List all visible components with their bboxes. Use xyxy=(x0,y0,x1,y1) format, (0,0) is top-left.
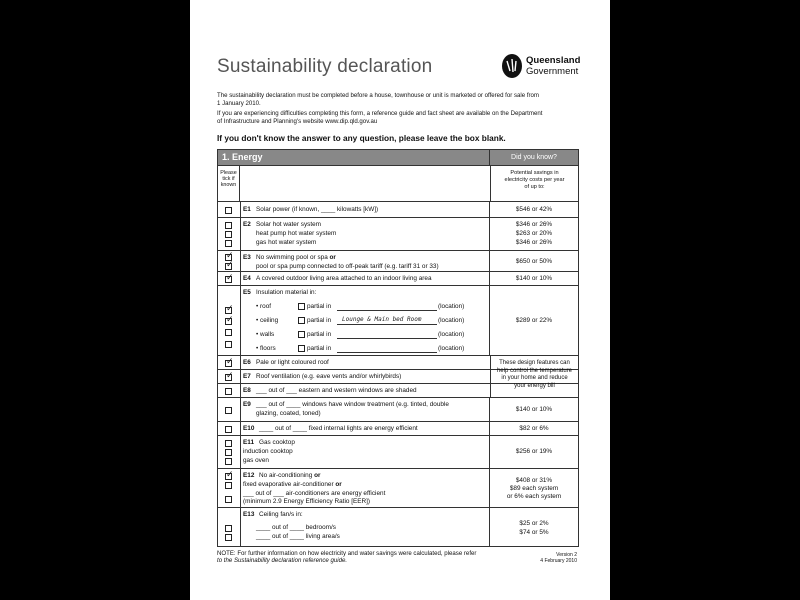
e10-text: ____ out of ____ fixed internal lights are energy efficient xyxy=(259,425,418,432)
e12-opt1-text: No air-conditioning xyxy=(259,472,315,479)
e3-line2: pool or spa pump connected to off-peak tariff (e.g. tariff 31 or 33) xyxy=(256,263,439,270)
e5-floors-location: (location) xyxy=(438,345,465,352)
e13-option-bedrooms: ____ out of ____ bedroom/s xyxy=(256,524,336,531)
checkbox-e5-ceiling-partial[interactable] xyxy=(298,317,305,324)
e5-intro: Insulation material in: xyxy=(256,289,317,296)
checkbox-e4[interactable] xyxy=(225,276,232,283)
e5-roof-partial: partial in xyxy=(307,303,332,310)
checkbox-e5-roof[interactable] xyxy=(225,307,232,314)
e12-code: E12 xyxy=(243,472,255,479)
e12-option-efficient-line2: (minimum 2.9 Energy Efficiency Ratio [EER]) xyxy=(243,498,371,505)
design-note-line4: your energy bill xyxy=(514,382,555,389)
e13-saving-2: $74 or 5% xyxy=(519,529,549,536)
e3-line1-text: No swimming pool or spa xyxy=(256,254,330,261)
row-e5 xyxy=(218,285,578,356)
e5-floors-location-field[interactable] xyxy=(337,352,437,353)
e11-option-gas-oven: gas oven xyxy=(243,457,269,464)
e2-saving-heatpump: $263 or 20% xyxy=(515,230,553,237)
e4-code: E4 xyxy=(243,275,251,282)
e13-code: E13 xyxy=(243,511,255,518)
e5-walls-partial: partial in xyxy=(307,331,332,338)
e12-opt2-text: fixed evaporative air-conditioner xyxy=(243,481,336,488)
checkbox-e12-efficient[interactable] xyxy=(225,496,232,503)
e10-code: E10 xyxy=(243,425,255,432)
e5-roof-location-field[interactable] xyxy=(337,310,437,311)
e6-text: Pale or light coloured roof xyxy=(256,359,329,366)
e5-floors-label: • floors xyxy=(256,345,276,352)
e3-code: E3 xyxy=(243,254,251,261)
savings-header-line1: Potential savings in xyxy=(510,170,559,176)
e3-line1 xyxy=(256,254,336,261)
e4-text: A covered outdoor living area attached to an indoor living area xyxy=(256,275,432,282)
footer-note-line2: to the Sustainability declaration reference guide. xyxy=(217,557,348,565)
row-e9 xyxy=(218,397,578,422)
row-e12 xyxy=(218,468,578,508)
e11-option-induction: induction cooktop xyxy=(243,448,293,455)
footer-note xyxy=(217,550,517,565)
checkbox-e5-walls[interactable] xyxy=(225,329,232,336)
e2-option-solar: Solar hot water system xyxy=(256,221,321,228)
checkbox-e1[interactable] xyxy=(225,207,232,214)
savings-header-line3: of up to: xyxy=(524,183,545,190)
section-title: 1. Energy xyxy=(222,152,263,162)
logo-text-queensland: Queensland xyxy=(526,55,581,66)
e5-ceiling-handwritten: Lounge & Main bed Room xyxy=(342,316,422,323)
e13-intro: Ceiling fan/s in: xyxy=(259,511,303,518)
checkbox-e2-heatpump[interactable] xyxy=(225,231,232,238)
e2-option-heatpump: heat pump hot water system xyxy=(256,230,337,237)
e2-code: E2 xyxy=(243,221,251,228)
e1-code: E1 xyxy=(243,206,251,213)
row-e3 xyxy=(218,250,578,272)
e12-option-efficient-line1: ___ out of ___ air-conditioners are energy efficient xyxy=(243,490,386,497)
e6-code: E6 xyxy=(243,359,251,366)
checkbox-e3-offpeak[interactable] xyxy=(225,263,232,270)
e11-option-gas-cooktop: Gas cooktop xyxy=(259,439,295,446)
row-e11 xyxy=(218,435,578,469)
checkbox-e11-gas-cooktop[interactable] xyxy=(225,440,232,447)
checkbox-e5-roof-partial[interactable] xyxy=(298,303,305,310)
energy-table xyxy=(217,149,579,547)
e13-saving-1: $25 or 2% xyxy=(519,520,549,527)
row-e1 xyxy=(218,201,578,218)
e8-text: ___ out of ___ eastern and western windows are shaded xyxy=(256,387,417,394)
e5-code: E5 xyxy=(243,289,251,296)
qld-crest-icon xyxy=(501,53,523,79)
row-e13 xyxy=(218,507,578,546)
version-line2: 4 February 2010 xyxy=(540,558,577,564)
intro-paragraph-2 xyxy=(217,110,577,125)
intro-p2-line2: of Infrastructure and Planning's website www.dip.qld.gov.au xyxy=(217,117,378,125)
e5-ceiling-location: (location) xyxy=(438,317,465,324)
intro-p1-line2: 1 January 2010. xyxy=(217,99,261,107)
footer-note-line1: NOTE: For further information on how electricity and water savings were calculated, please refer xyxy=(217,550,477,557)
checkbox-e5-ceiling[interactable] xyxy=(225,318,232,325)
e11-code: E11 xyxy=(243,439,255,446)
e5-roof-location: (location) xyxy=(438,303,465,310)
e1-saving: $546 or 42% xyxy=(515,206,553,213)
blank-instruction: If you don't know the answer to any question, please leave the box blank. xyxy=(217,133,506,143)
tick-column-header xyxy=(218,166,240,202)
e7-code: E7 xyxy=(243,373,251,380)
savings-column-header xyxy=(490,166,578,202)
column-header-row xyxy=(218,165,578,202)
section-header xyxy=(218,150,578,165)
e2-saving-gas: $346 or 26% xyxy=(515,239,553,246)
checkbox-e2-gas[interactable] xyxy=(225,240,232,247)
e4-saving: $140 or 10% xyxy=(515,275,553,282)
e5-walls-location: (location) xyxy=(438,331,465,338)
tick-header-line1: Please xyxy=(220,170,237,176)
did-you-know-header: Did you know? xyxy=(489,150,578,165)
e9-saving: $140 or 10% xyxy=(515,406,553,413)
row-e4 xyxy=(218,271,578,286)
checkbox-e12-no-aircon[interactable] xyxy=(225,473,232,480)
e12-saving-2: $89 each system xyxy=(509,485,559,492)
form-page xyxy=(190,0,610,600)
checkbox-e5-walls-partial[interactable] xyxy=(298,331,305,338)
checkbox-e2-solar[interactable] xyxy=(225,222,232,229)
e12-option-evaporative xyxy=(243,481,342,488)
design-features-note xyxy=(490,355,578,397)
e12-saving-3: or 6% each system xyxy=(506,493,562,500)
e9-code: E9 xyxy=(243,401,251,408)
e2-saving-solar: $346 or 26% xyxy=(515,221,553,228)
row-e10 xyxy=(218,421,578,436)
e12-opt2-or: or xyxy=(335,481,342,488)
checkbox-e8[interactable] xyxy=(225,388,232,395)
e5-saving: $289 or 22% xyxy=(515,317,553,324)
tick-header-line2: tick if xyxy=(222,176,235,182)
e13-option-living: ____ out of ____ living area/s xyxy=(256,533,340,540)
e9-line1: ___ out of ____ windows have window treatment (e.g. tinted, double xyxy=(256,401,449,408)
e7-text: Roof ventilation (e.g. eave vents and/or whirlybirds) xyxy=(256,373,402,380)
e5-ceiling-partial: partial in xyxy=(307,317,332,324)
e12-option-no-aircon xyxy=(259,472,320,479)
e3-or: or xyxy=(329,254,336,261)
version-info xyxy=(537,552,577,564)
design-note-line1: These design features can xyxy=(499,360,570,366)
e5-ceiling-label: • ceiling xyxy=(256,317,279,324)
checkbox-e13-bedrooms[interactable] xyxy=(225,525,232,532)
checkbox-e6[interactable] xyxy=(225,360,232,367)
e8-code: E8 xyxy=(243,387,251,394)
e5-walls-label: • walls xyxy=(256,331,275,338)
design-note-line2: help control the temperature xyxy=(496,367,573,374)
intro-paragraph-1 xyxy=(217,92,577,107)
tick-header-line3: known xyxy=(220,182,237,188)
e5-ceiling-location-field[interactable] xyxy=(337,324,437,325)
row-e2 xyxy=(218,217,578,251)
e12-saving-1: $408 or 31% xyxy=(515,477,553,484)
checkbox-e10[interactable] xyxy=(225,426,232,433)
e5-walls-location-field[interactable] xyxy=(337,338,437,339)
e3-saving: $650 or 50% xyxy=(515,258,553,265)
intro-p1-line1: The sustainability declaration must be completed before a house, townhouse or unit is marketed or offered for sale from xyxy=(217,92,540,99)
checkbox-e13-living[interactable] xyxy=(225,534,232,541)
version-line1: Version 2 xyxy=(556,552,577,558)
e10-saving: $82 or 6% xyxy=(519,425,549,432)
e5-roof-label: • roof xyxy=(256,303,272,310)
checkbox-e5-floors-partial[interactable] xyxy=(298,345,305,352)
qld-government-logo xyxy=(501,53,581,83)
checkbox-e5-floors[interactable] xyxy=(225,341,232,348)
intro-p2-line1: If you are experiencing difficulties completing this form, a reference guide and fact sheet are available on the Department xyxy=(217,110,543,117)
checkbox-e7[interactable] xyxy=(225,374,232,381)
checkbox-e9[interactable] xyxy=(225,407,232,414)
e9-line2: glazing, coated, toned) xyxy=(256,410,321,417)
e1-text: Solar power (if known, ____ kilowatts [kW]) xyxy=(256,206,379,213)
page-title: Sustainability declaration xyxy=(217,56,433,77)
savings-header-line2: electricity costs per year xyxy=(504,176,565,183)
design-note-line3: in your home and reduce xyxy=(501,375,568,382)
e2-option-gas: gas hot water system xyxy=(256,239,317,246)
e11-saving: $256 or 19% xyxy=(515,448,553,455)
e5-floors-partial: partial in xyxy=(307,345,332,352)
checkbox-e11-induction[interactable] xyxy=(225,449,232,456)
checkbox-e11-gas-oven[interactable] xyxy=(225,458,232,465)
checkbox-e12-evaporative[interactable] xyxy=(225,482,232,489)
logo-text-government: Government xyxy=(526,66,579,77)
e12-opt1-or: or xyxy=(314,472,321,479)
